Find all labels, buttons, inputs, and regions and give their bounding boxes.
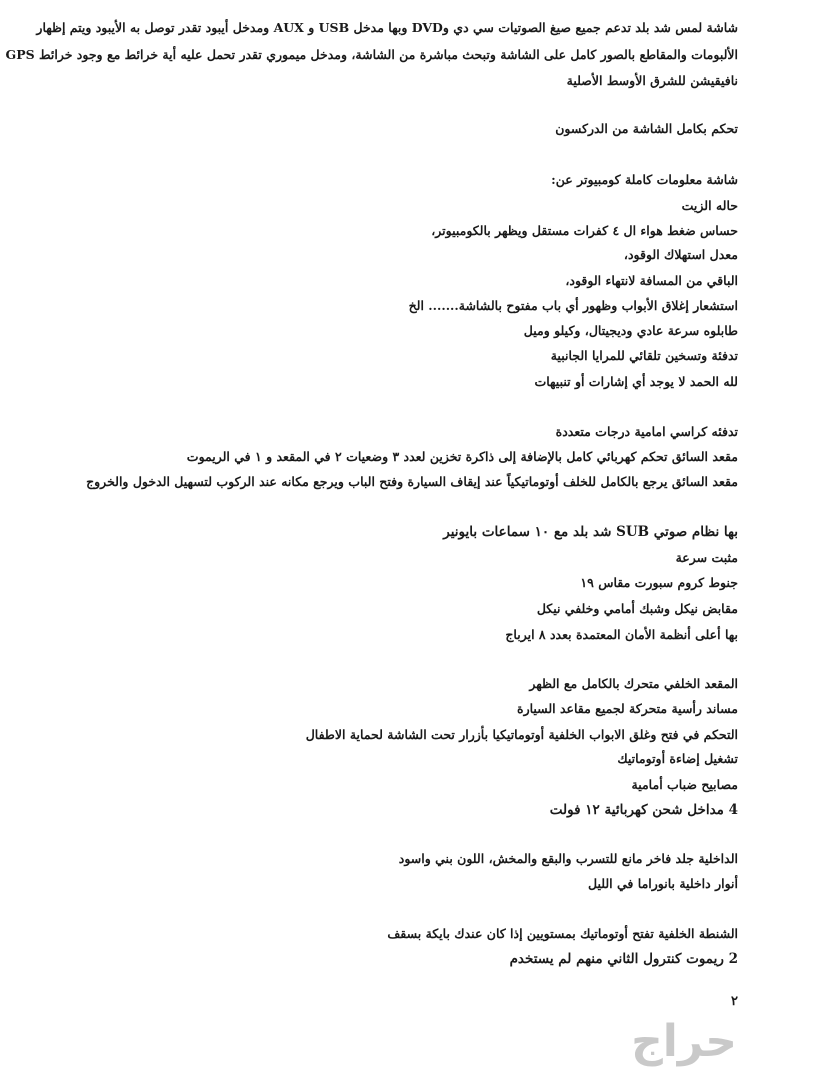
text-line: حاله الزيت bbox=[681, 198, 738, 213]
text-line: حساس ضغط هواء ال ٤ كفرات مستقل ويظهر بالكومبيوتر، bbox=[431, 223, 738, 238]
haraj-logo-watermark bbox=[604, 1012, 764, 1072]
text-line: مقعد السائق يرجع بالكامل للخلف أوتوماتيكياً عند إيقاف السيارة وفتح الباب ويرجع مكانه عند الركوب لتسهيل الدخول والخروج bbox=[86, 474, 738, 489]
page-number: ٢ bbox=[731, 994, 738, 1009]
text-line: جنوط كروم سبورت مقاس ١٩ bbox=[580, 575, 738, 590]
text-line: الداخلية جلد فاخر مانع للتسرب والبقع والمخش، اللون بني واسود bbox=[398, 851, 738, 866]
text-line: بها أعلى أنظمة الأمان المعتمدة بعدد ٨ ايرباج bbox=[505, 627, 738, 642]
text-line: مقعد السائق تحكم كهربائي كامل بالإضافة إلى ذاكرة تخزين لعدد ٣ وضعيات ٢ في المقعد و ١ في الريموت bbox=[186, 449, 738, 464]
text-line: مثبت سرعة bbox=[675, 550, 738, 565]
text-line: التحكم في فتح وغلق الابواب الخلفية أوتوماتيكيا بأزرار تحت الشاشة لحماية الاطفال bbox=[305, 727, 738, 742]
text-line: تدفئة وتسخين تلقائي للمرايا الجانبية bbox=[550, 348, 738, 363]
text-line: معدل استهلاك الوقود، bbox=[623, 247, 738, 262]
text-line: طابلوه سرعة عادي وديجيتال، وكيلو وميل bbox=[523, 323, 738, 338]
text-line: مساند رأسية متحركة لجميع مقاعد السيارة bbox=[517, 701, 738, 716]
text-line: بها نظام صوتي SUB شد بلد مع ١٠ سماعات بايونير bbox=[443, 524, 738, 540]
text-line: المقعد الخلفي متحرك بالكامل مع الظهر bbox=[529, 676, 738, 691]
text-line: أنوار داخلية بانوراما في الليل bbox=[588, 876, 738, 891]
text-line: مصابيح ضباب أمامية bbox=[631, 777, 738, 792]
text-line: نافيقيشن للشرق الأوسط الأصلية bbox=[566, 73, 738, 88]
text-line: الشنطة الخلفية تفتح أوتوماتيك بمستويين إذا كان عندك بايكة بسقف bbox=[387, 926, 738, 941]
text-line: الألبومات والمقاطع بالصور كامل على الشاشة وتبحث مباشرة من الشاشة، ومدخل ميموري تقدر تحمل عليه أية خرائط مع وجود خرائط GPS bbox=[5, 47, 738, 62]
text-line: الباقي من المسافة لانتهاء الوقود، bbox=[565, 273, 738, 288]
text-line: لله الحمد لا يوجد أي إشارات أو تنبيهات bbox=[534, 374, 738, 389]
text-line: تشغيل إضاءة أوتوماتيك bbox=[617, 751, 738, 766]
text-line: 4 مداخل شحن كهربائية ١٢ فولت bbox=[549, 802, 738, 818]
watermark-text: حراج bbox=[631, 1016, 737, 1067]
text-line: 2 ريموت كنترول الثاني منهم لم يستخدم bbox=[509, 951, 738, 967]
text-line: مقابض نيكل وشبك أمامي وخلفي نيكل bbox=[536, 601, 738, 616]
text-line: استشعار إغلاق الأبواب وظهور أي باب مفتوح بالشاشة....... الخ bbox=[408, 298, 738, 313]
section-heading: شاشة معلومات كاملة كومبيوتر عن: bbox=[551, 172, 738, 187]
text-line: تحكم بكامل الشاشة من الدركسون bbox=[555, 121, 738, 136]
text-line: شاشة لمس شد بلد تدعم جميع صيغ الصوتيات سي دي وDVD وبها مدخل USB و AUX ومدخل أيبود تقدر توصل به الأيبود ويتم إظهار bbox=[36, 20, 738, 35]
text-line: تدفئه كراسي امامية درجات متعددة bbox=[555, 424, 738, 439]
